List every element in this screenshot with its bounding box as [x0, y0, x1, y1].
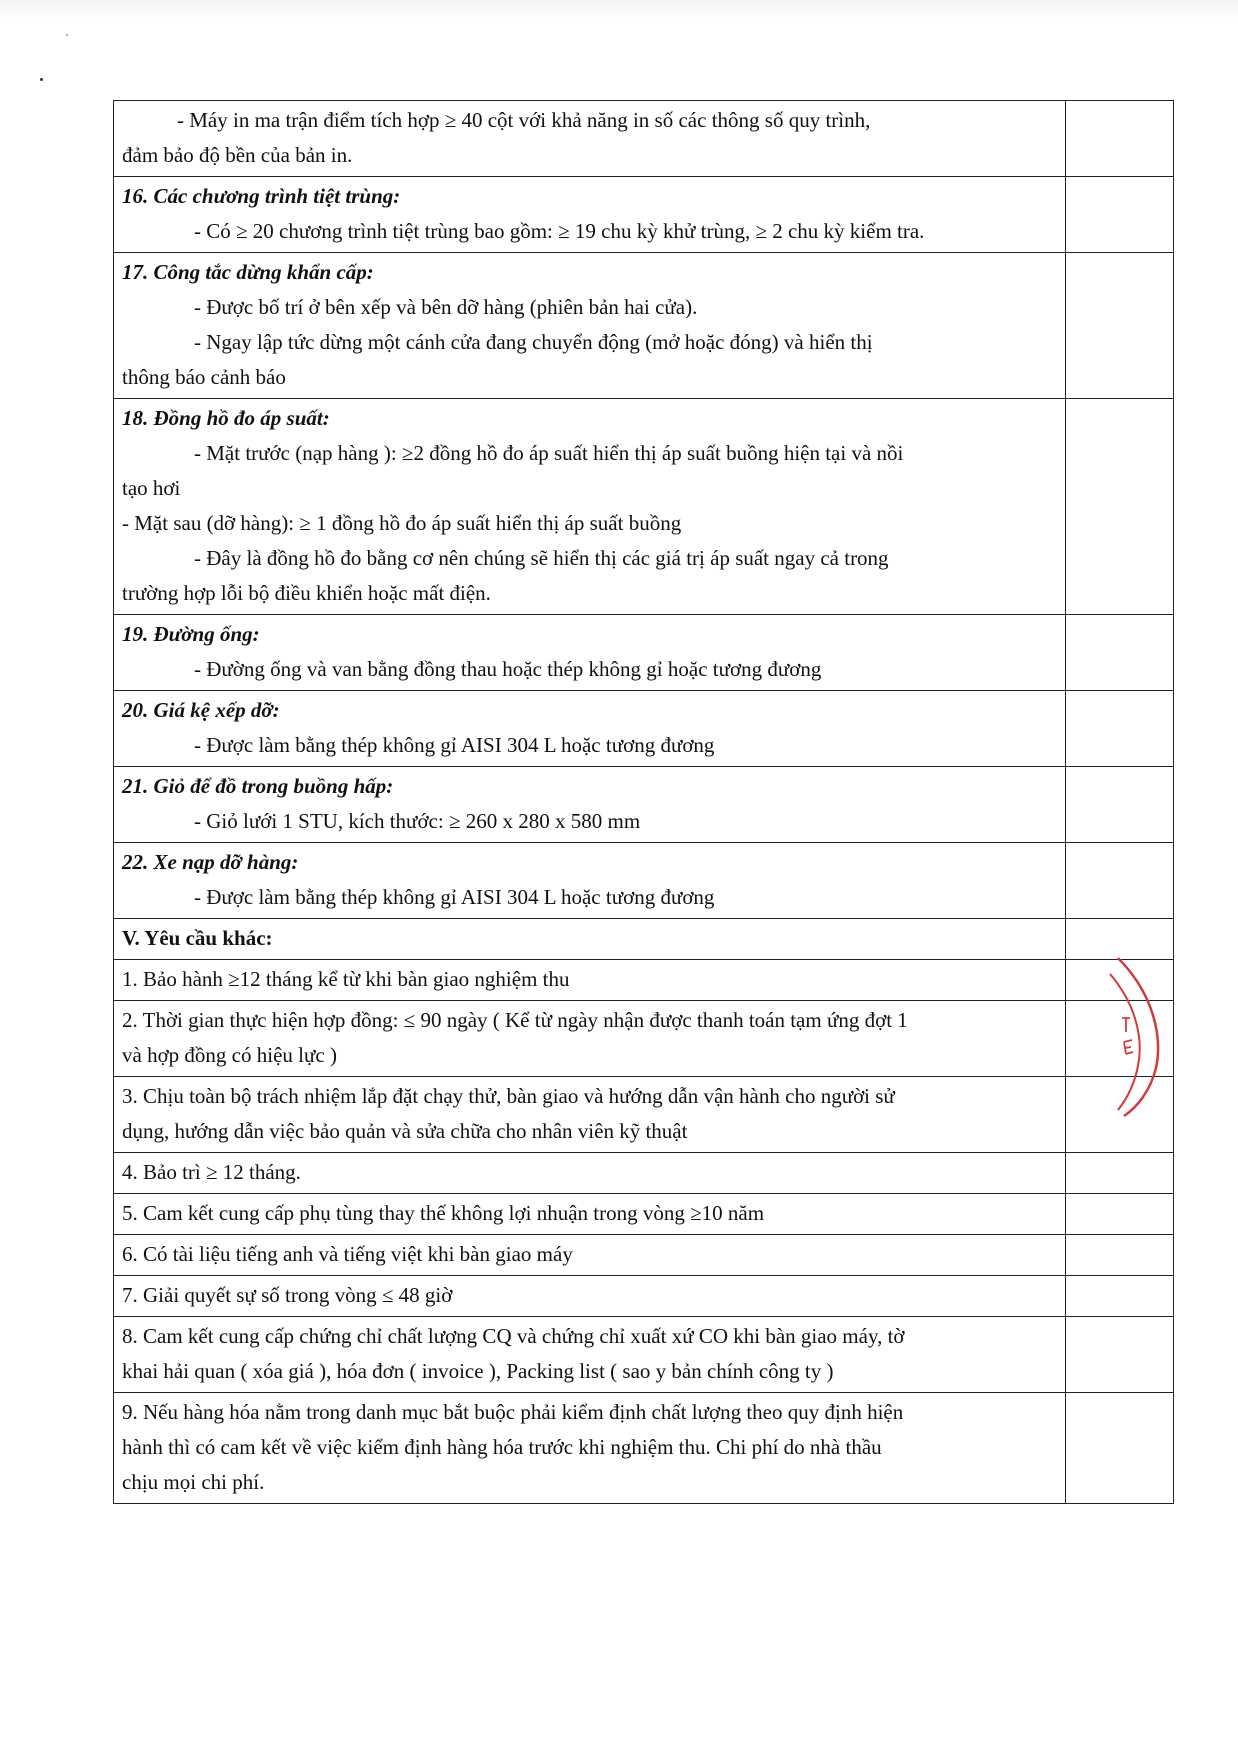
item-title: 21. Giỏ để đồ trong buồng hấp:	[122, 774, 394, 798]
item-title: 20. Giá kệ xếp dỡ:	[122, 698, 280, 722]
requirement-line: chịu mọi chi phí.	[122, 1470, 265, 1494]
compliance-cell	[1066, 767, 1174, 843]
table-row	[114, 843, 1174, 919]
scan-speck	[66, 34, 68, 36]
section-cell	[114, 919, 1066, 960]
requirement-line: khai hải quan ( xóa giá ), hóa đơn ( invoice ), Packing list ( sao y bản chính công ty )	[122, 1359, 834, 1383]
requirement-line: - Ngay lập tức dừng một cánh cửa đang chuyển động (mở hoặc đóng) và hiển thị	[194, 330, 873, 354]
compliance-cell	[1066, 843, 1174, 919]
requirement-cell	[114, 1317, 1066, 1393]
compliance-cell	[1066, 1077, 1174, 1153]
compliance-cell	[1066, 1001, 1174, 1077]
table-row	[114, 101, 1174, 177]
compliance-cell	[1066, 691, 1174, 767]
table-row	[114, 1235, 1174, 1276]
requirement-cell	[114, 960, 1066, 1001]
table-row	[114, 1077, 1174, 1153]
table-row	[114, 1393, 1174, 1504]
table-row	[114, 1153, 1174, 1194]
table-row	[114, 691, 1174, 767]
item-title: 17. Công tắc dừng khẩn cấp:	[122, 260, 374, 284]
section-row	[114, 919, 1174, 960]
compliance-cell	[1066, 101, 1174, 177]
compliance-cell	[1066, 1276, 1174, 1317]
requirement-line: hành thì có cam kết về việc kiểm định hàng hóa trước khi nghiệm thu. Chi phí do nhà thầu	[122, 1435, 882, 1459]
requirement-cell	[114, 399, 1066, 615]
compliance-cell	[1066, 399, 1174, 615]
compliance-cell	[1066, 1317, 1174, 1393]
requirement-cell	[114, 177, 1066, 253]
requirement-cell	[114, 1001, 1066, 1077]
requirement-line: và hợp đồng có hiệu lực )	[122, 1043, 337, 1067]
requirement-line: đảm bảo độ bền của bản in.	[122, 143, 353, 167]
requirement-cell	[114, 1393, 1066, 1504]
requirement-line: - Mặt sau (dỡ hàng): ≥ 1 đồng hồ đo áp suất hiển thị áp suất buồng	[122, 511, 682, 535]
table-row	[114, 1194, 1174, 1235]
compliance-cell	[1066, 253, 1174, 399]
section-title: V. Yêu cầu khác:	[122, 926, 273, 950]
compliance-cell	[1066, 960, 1174, 1001]
compliance-cell	[1066, 1393, 1174, 1504]
requirement-line: 4. Bảo trì ≥ 12 tháng.	[122, 1160, 301, 1184]
requirement-line: 8. Cam kết cung cấp chứng chỉ chất lượng CQ và chứng chỉ xuất xứ CO khi bàn giao máy, tờ	[122, 1324, 905, 1348]
table-row	[114, 960, 1174, 1001]
requirement-line: - Đường ống và van bằng đồng thau hoặc thép không gỉ hoặc tương đương	[194, 657, 822, 681]
compliance-cell	[1066, 1235, 1174, 1276]
compliance-cell	[1066, 1194, 1174, 1235]
requirement-line: - Được làm bằng thép không gỉ AISI 304 L hoặc tương đương	[194, 733, 715, 757]
scan-speck	[40, 78, 43, 81]
table-row	[114, 1001, 1174, 1077]
requirement-cell	[114, 767, 1066, 843]
requirement-line: - Được làm bằng thép không gỉ AISI 304 L hoặc tương đương	[194, 885, 715, 909]
table-row	[114, 399, 1174, 615]
requirement-line: 7. Giải quyết sự số trong vòng ≤ 48 giờ	[122, 1283, 453, 1307]
requirement-line: 9. Nếu hàng hóa nằm trong danh mục bắt buộc phải kiểm định chất lượng theo quy định hiện	[122, 1400, 904, 1424]
table-row	[114, 1276, 1174, 1317]
compliance-cell	[1066, 1153, 1174, 1194]
specification-table	[113, 100, 1174, 1504]
requirement-line: 1. Bảo hành ≥12 tháng kể từ khi bàn giao nghiệm thu	[122, 967, 570, 991]
compliance-cell	[1066, 615, 1174, 691]
compliance-cell	[1066, 919, 1174, 960]
compliance-cell	[1066, 177, 1174, 253]
requirement-line: - Được bố trí ở bên xếp và bên dỡ hàng (phiên bản hai cửa).	[194, 295, 698, 319]
requirement-line: - Giỏ lưới 1 STU, kích thước: ≥ 260 x 280 x 580 mm	[194, 809, 641, 833]
requirement-line: 6. Có tài liệu tiếng anh và tiếng việt khi bàn giao máy	[122, 1242, 573, 1266]
scan-top-edge	[0, 0, 1238, 18]
requirement-cell	[114, 253, 1066, 399]
requirement-cell	[114, 1276, 1066, 1317]
table-row	[114, 615, 1174, 691]
item-title: 22. Xe nạp dỡ hàng:	[122, 850, 299, 874]
requirement-cell	[114, 1235, 1066, 1276]
requirement-cell	[114, 101, 1066, 177]
requirement-cell	[114, 843, 1066, 919]
requirement-line: 3. Chịu toàn bộ trách nhiệm lắp đặt chạy thử, bàn giao và hướng dẫn vận hành cho người sử	[122, 1084, 895, 1108]
table-row	[114, 253, 1174, 399]
table-row	[114, 177, 1174, 253]
requirement-cell	[114, 615, 1066, 691]
item-title: 19. Đường ống:	[122, 622, 260, 646]
requirement-cell	[114, 691, 1066, 767]
table-row	[114, 767, 1174, 843]
requirement-line: dụng, hướng dẫn việc bảo quản và sửa chữa cho nhân viên kỹ thuật	[122, 1119, 688, 1143]
item-title: 18. Đồng hồ đo áp suất:	[122, 406, 330, 430]
item-title: 16. Các chương trình tiệt trùng:	[122, 184, 401, 208]
requirement-cell	[114, 1194, 1066, 1235]
requirement-line: - Có ≥ 20 chương trình tiệt trùng bao gồm: ≥ 19 chu kỳ khử trùng, ≥ 2 chu kỳ kiểm tra.	[194, 219, 925, 243]
requirement-line: - Mặt trước (nạp hàng ): ≥2 đồng hồ đo áp suất hiển thị áp suất buồng hiện tại và nồi	[194, 441, 904, 465]
table-row	[114, 1317, 1174, 1393]
requirement-line: thông báo cảnh báo	[122, 365, 286, 389]
requirement-line: - Máy in ma trận điểm tích hợp ≥ 40 cột với khả năng in số các thông số quy trình,	[177, 108, 871, 132]
requirement-cell	[114, 1077, 1066, 1153]
requirement-line: 2. Thời gian thực hiện hợp đồng: ≤ 90 ngày ( Kể từ ngày nhận được thanh toán tạm ứng đợt 1	[122, 1008, 908, 1032]
requirement-cell	[114, 1153, 1066, 1194]
requirement-line: trường hợp lỗi bộ điều khiển hoặc mất điện.	[122, 581, 491, 605]
requirement-line: tạo hơi	[122, 476, 181, 500]
requirement-line: - Đây là đồng hồ đo bằng cơ nên chúng sẽ hiển thị các giá trị áp suất ngay cả trong	[194, 546, 889, 570]
requirement-line: 5. Cam kết cung cấp phụ tùng thay thế không lợi nhuận trong vòng ≥10 năm	[122, 1201, 765, 1225]
